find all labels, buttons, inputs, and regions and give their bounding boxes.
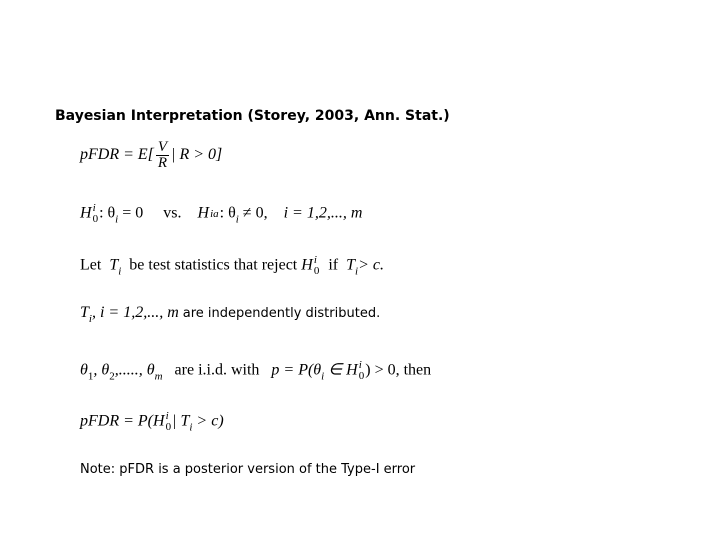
eq5-thetam: ,....., θ [114, 361, 155, 379]
eq5-theta1: θ [80, 361, 88, 379]
eq6-h-indices: i 0 [165, 410, 172, 433]
eq3-let: Let [80, 256, 102, 274]
eq3-text: be test statistics that reject [129, 256, 298, 274]
eq1-lhs: pFDR = E[ [80, 146, 154, 164]
eq2-ha-indices: ia [210, 207, 219, 220]
eq5-in: ∈ H [324, 361, 358, 379]
eq2-ha-theta-sub: i [235, 213, 239, 226]
eq2-range: i = 1,2,..., m [283, 204, 363, 222]
eq4-t: T [80, 304, 89, 321]
eq6-t-sub: i [189, 421, 193, 434]
eq3-t2-sub: i [355, 265, 359, 278]
eq2-h0-value: = 0 [118, 204, 144, 222]
eq4-text: are independently distributed. [182, 306, 381, 321]
eq1-rhs: | R > 0] [171, 146, 223, 164]
equation-pfdr-definition [80, 140, 222, 171]
eq5-theta2: , θ [93, 361, 110, 379]
slide-title: Bayesian Interpretation (Storey, 2003, Ann. Stat.) [55, 108, 450, 124]
eq2-ha: H [197, 204, 210, 222]
eq3-if: if [328, 256, 339, 274]
eq5-tail: ) > 0, then [365, 361, 432, 379]
equation-independence [80, 305, 380, 325]
equation-test-statistics [80, 255, 384, 278]
eq2-ha-value: ≠ 0, [238, 204, 268, 222]
eq5-p-sub: i [321, 370, 325, 383]
eq2-h0: H [80, 204, 92, 222]
eq2-h0-indices: i 0 [92, 202, 99, 225]
eq3-h-indices: i 0 [313, 254, 320, 277]
eq3-condition: > c. [358, 256, 384, 274]
equation-hypotheses [80, 203, 362, 226]
note-text: Note: pFDR is a posterior version of the Type-I error [80, 462, 416, 477]
eq1-numerator: V [157, 139, 168, 155]
eq6-tail: > c) [192, 412, 224, 430]
eq5-sub1: 1 [87, 370, 94, 383]
eq6-t: | T [172, 412, 190, 430]
eq4-t-sub: i [88, 313, 92, 325]
eq5-subm: m [154, 370, 163, 383]
eq1-denominator: R [157, 155, 168, 171]
eq2-vs: vs. [163, 204, 182, 222]
eq2-h0-theta-sub: i [115, 213, 119, 226]
eq4-range: , i = 1,2,..., m [91, 304, 179, 321]
eq3-t-sub: i [118, 265, 122, 278]
eq5-sub2: 2 [109, 370, 115, 383]
eq3-t2: T [346, 256, 355, 274]
eq3-h: H [301, 256, 313, 274]
eq3-t: T [109, 256, 119, 274]
eq1-fraction [156, 140, 169, 171]
eq5-h-indices: i 0 [358, 359, 365, 382]
eq2-h0-theta: : θ [99, 204, 116, 222]
eq5-p: p = P(θ [271, 361, 322, 379]
eq6-lhs: pFDR = P(H [80, 412, 165, 430]
eq5-iid: are i.i.d. with [174, 361, 260, 379]
eq2-ha-theta: : θ [219, 204, 236, 222]
equation-iid-prior [80, 360, 431, 383]
equation-pfdr-posterior [80, 411, 224, 434]
